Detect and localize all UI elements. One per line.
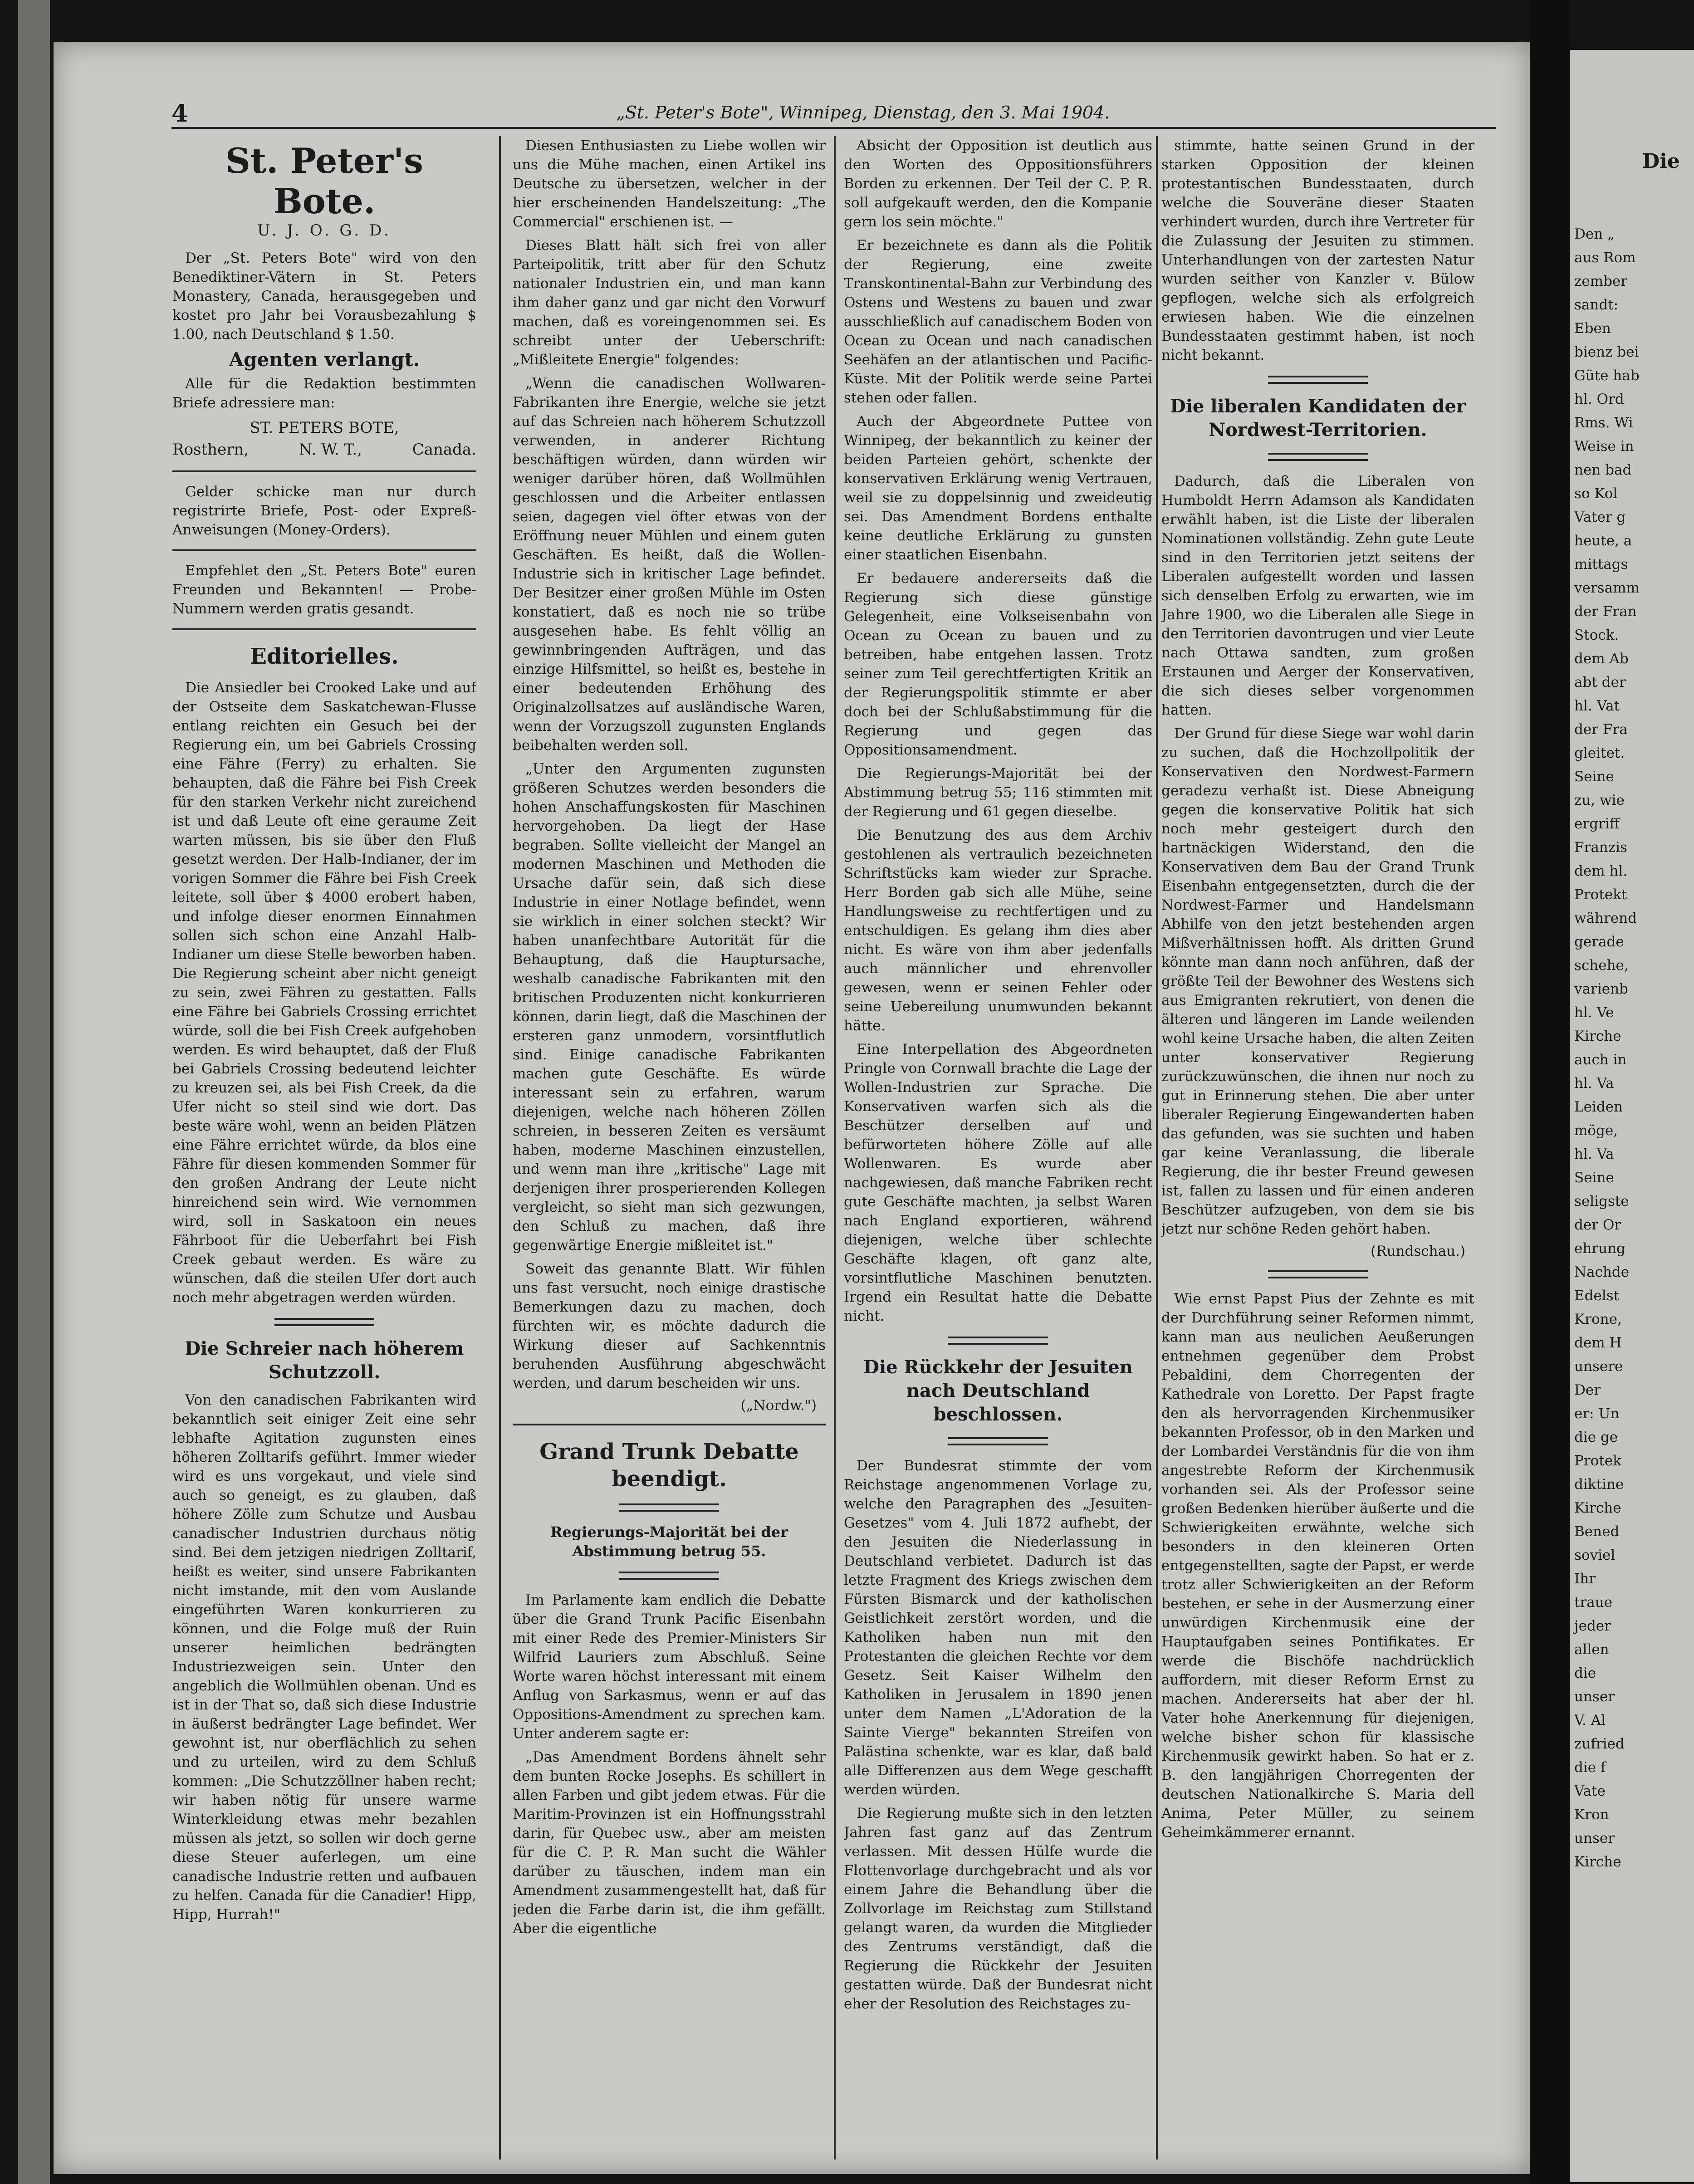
schutzzoll-source: („Nordw.")	[740, 1397, 817, 1414]
next-page-line: Vate	[1574, 1783, 1606, 1799]
next-page-line: der Fran	[1574, 603, 1637, 620]
address-country: Canada.	[412, 441, 476, 459]
next-page-line: heute, a	[1574, 533, 1632, 549]
editorial-text: Die Ansiedler bei Crooked Lake und auf der Ostseite dem Saskatchewan-Flusse entlang reichten ein Gesuch bei der Regierung ein, um bei Gabriels Crossing eine Fähre (Ferry) zu erhalten. Sie behaupten, daß die Fähre bei Fish Creek für den starken Verkehr nicht zureichend ist und daß Leute oft eine geraume Zeit warten müssen, bis sie über den Fluß gesetzt werden. Der Halb-Indianer, der im vorigen Sommer die Fähre bei Fish Creek leitete, soll über $ 4000 erobert haben, und infolge dieser enormen Einnahmen sollen sich schon eine Anzahl Halb-Indianer um diese Stelle beworben haben. Die Regierung scheint aber nicht geneigt zu sein, zwei Fähren zu gestatten. Falls eine Fähre bei Gabriels Crossing errichtet würde, soll die bei Fish Creek aufgehoben werden. Es wird behauptet, daß der Fluß bei Gabriels Crossing bedeutend leichter zu kreuzen sei, als bei Fish Creek, da die Ufer nicht so steil sind wie dort. Das beste wäre wohl, wenn an beiden Plätzen eine Fähre errichtet würde, da blos eine Fähre für diesen kommenden Sommer für den großen Andrang der Leute nicht hinreichend sein wird. Wie vernommen wird, soll in Saskatoon ein neues Fährboot für die Ueberfahrt bei Fish Creek gebaut werden. Es wäre zu wünschen, daß die steilen Ufer dort auch noch mehr abgetragen werden würden.	[172, 680, 476, 1306]
next-page-line: varienb	[1574, 981, 1628, 997]
grand-trunk-text-5: Auch der Abgeordnete Puttee von Winnipeg, der bekanntlich zu keiner der beiden Parteien gehört, schenkte der konservativen Erklärung wenig Vertrauen, weil sie zu doppelsinnig und zweideutig sei. Das Amendment Bordens enthalte keine deutliche Erklärung zu gunsten einer staatlichen Eisenbahn.	[844, 413, 1152, 563]
money-note: Gelder schicke man nur durch registrirte Briefe, Post- oder Expreß-Anweisungen (Money-Orders).	[172, 484, 476, 538]
next-page-line: Den „	[1574, 226, 1615, 242]
column-3	[844, 136, 1152, 2160]
section-divider	[1268, 376, 1368, 384]
recommend-note: Empfehlet den „St. Peters Bote" euren Freunden und Bekannten! — Probe-Nummern werden gratis gesandt.	[172, 563, 476, 617]
next-page-line: gerade	[1574, 934, 1624, 950]
masthead-motto: U. J. O. G. D.	[257, 221, 392, 240]
next-page-line: Kirche	[1574, 1854, 1621, 1870]
schutzzoll-text-6: Soweit das genannte Blatt. Wir fühlen uns fast versucht, noch einige drastische Bemerkungen dazu zu machen, doch fürchten wir, es möchte dadurch die Wirkung dieser auf Sachkenntnis beruhenden Ausführung abgeschwächt werden, und darum bescheiden wir uns.	[513, 1261, 826, 1391]
next-page-line: Franzis	[1574, 839, 1627, 856]
schutzzoll-text-3: Dieses Blatt hält sich frei von aller Parteipolitik, tritt aber für den Schutz nationaler Industrien ein, und man kann ihm daher ganz und gar nicht den Vorwurf machen, daß es voreingenommen sei. Es schreibt unter der Ueberschrift: „Mißleitete Energie" folgendes:	[513, 237, 826, 368]
next-page-line: Protek	[1574, 1453, 1621, 1469]
next-page-line: hl. Ve	[1574, 1004, 1614, 1021]
schutzzoll-text-2: Diesen Enthusiasten zu Liebe wollen wir uns die Mühe machen, einen Artikel ins Deutsche zu übersetzen, welcher in der hier erscheinenden Handelszeitung: „The Commercial" erschienen ist. —	[513, 137, 826, 230]
next-page-line: soviel	[1574, 1547, 1616, 1563]
grand-trunk-text-7: Die Regierungs-Majorität bei der Abstimmung betrug 55; 116 stimmten mit der Regierung und 61 gegen dieselbe.	[844, 765, 1152, 820]
liberale-source: (Rundschau.)	[1371, 1243, 1465, 1259]
schutzzoll-heading: Die Schreier nach höherem Schutzzoll.	[185, 1338, 464, 1383]
next-page-line: traue	[1574, 1594, 1613, 1611]
next-page-line: unser	[1574, 1689, 1615, 1705]
next-page-line: die f	[1574, 1759, 1606, 1776]
section-divider	[619, 1572, 719, 1580]
address-line	[172, 439, 476, 460]
next-page-heading: Die	[1642, 150, 1680, 173]
next-page-line: schehe,	[1574, 957, 1629, 974]
next-page-line: hl. Ord	[1574, 391, 1624, 407]
column-1	[172, 136, 476, 2160]
next-page-line: dem Ab	[1574, 651, 1629, 667]
jesuiten-text-2: Die Regierung mußte sich in den letzten Jahren fast ganz auf das Zentrum verlassen. Mit dessen Hülfe wurde die Flottenvorlage durchgebracht und als vor einem Jahre die Behandlung über die Zollvorlage im Reichstag zum Stillstand gelangt waren, da wurden die Mitglieder des Zentrums verständigt, daß die Regierung die Rückkehr der Jesuiten gestatten würde. Daß der Bundesrat nicht eher der Resolution des Reichstages zu-	[844, 1805, 1152, 2012]
jesuiten-text-1: Der Bundesrat stimmte der vom Reichstage angenommenen Vorlage zu, welche den Paragraphen des „Jesuiten-Gesetzes" vom 4. Juli 1872 aufhebt, der den Jesuiten die Niederlassung in Deutschland verbietet. Dadurch ist das letzte Fragment des Kriegs zwischen dem Fürsten Bismarck und der katholischen Geistlichkeit zerstört worden, und die Katholiken haben nun mit den Protestanten die gleichen Rechte vor dem Gesetz. Seit Kaiser Wilhelm den Katholiken in Jerusalem in 1890 jenen unter dem Namen „L'Adoration de la Sainte Vierge" bekannten Streifen von Palästina schenkte, war es klar, daß bald alle Differenzen aus dem Wege geschafft werden würden.	[844, 1458, 1152, 1798]
next-page-line: während	[1574, 910, 1637, 926]
next-page-line: diktine	[1574, 1476, 1624, 1493]
next-page-line: Bened	[1574, 1523, 1620, 1540]
section-divider	[1268, 1270, 1368, 1278]
grand-trunk-text-3: Absicht der Opposition ist deutlich aus den Worten des Oppositionsführers Borden zu erkennen. Der Teil der C. P. R. soll aufgekauft werden, den die Kompanie gern los sein möchte."	[844, 137, 1152, 230]
grand-trunk-text-1: Im Parlamente kam endlich die Debatte über die Grand Trunk Pacific Eisenbahn mit einer Rede des Premier-Ministers Sir Wilfrid Lauriers zum Abschluß. Seine Worte waren höchst interessant mit einem Anflug von Sarkasmus, wenn er auf das Oppositions-Amendment zu sprechen kam. Unter anderem sagte er:	[513, 1592, 826, 1742]
masthead-intro: Der „St. Peters Bote" wird von den Benediktiner-Vätern in St. Peters Monastery, Canada, herausgegeben und kostet pro Jahr bei Vorausbezahlung $ 1.00, nach Deutschland $ 1.50.	[172, 250, 476, 343]
address-place: Rosthern,	[172, 441, 249, 459]
next-page-line: Der	[1574, 1382, 1601, 1398]
next-page-line: der Fra	[1574, 721, 1628, 738]
next-page-line: Güte hab	[1574, 367, 1640, 384]
grand-trunk-text-2: „Das Amendment Bordens ähnelt sehr dem bunten Rocke Josephs. Es schillert in allen Farben und gibt jedem etwas. Für die Maritim-Provinzen ist ein Hoffnungsstrahl darin, für Quebec usw., aber am meisten für die C. P. R. Man sucht die Wähler darüber zu täuschen, indem man ein Amendment zusammengestellt hat, daß für jeden die Farbe darin ist, die ihm gefällt. Aber die eigentliche	[513, 1749, 826, 1937]
next-page-line: Weise in	[1574, 438, 1634, 455]
column-rule-3	[1156, 136, 1158, 2160]
next-page-fragment	[1570, 50, 1694, 2182]
next-page-line: Rms. Wi	[1574, 415, 1633, 431]
next-page-line: Kron	[1574, 1807, 1609, 1823]
next-page-line: die	[1574, 1665, 1596, 1681]
next-page-line: die ge	[1574, 1429, 1618, 1445]
column-rule-2	[834, 136, 836, 2160]
next-page-line: V. Al	[1574, 1712, 1606, 1729]
liberale-heading: Die liberalen Kandidaten der Nordwest-Territorien.	[1170, 396, 1466, 441]
mail-note: Alle für die Redaktion bestimmten Briefe adressiere man:	[172, 376, 476, 411]
next-page-line: hl. Vat	[1574, 698, 1620, 714]
grand-trunk-heading: Grand Trunk Debatte beendigt.	[539, 1439, 799, 1492]
section-divider	[274, 1318, 374, 1326]
next-page-lines	[1574, 222, 1692, 1874]
divider	[172, 470, 476, 472]
page-gutter	[1530, 0, 1570, 2184]
next-page-line: Ihr	[1574, 1571, 1596, 1587]
next-page-line: dem hl.	[1574, 863, 1628, 879]
agents-wanted: Agenten verlangt.	[229, 348, 420, 371]
next-page-line: jeder	[1574, 1618, 1611, 1634]
next-page-line: möge,	[1574, 1122, 1618, 1139]
schutzzoll-text: Von den canadischen Fabrikanten wird bekanntlich seit einiger Zeit eine sehr lebhafte Agitation zugunsten eines höheren Zolltarifs geführt. Immer wieder wird es uns vorgekaut, und viele sind auch so geneigt, es zu glauben, daß höhere Zölle zum Schutze und Ausbau canadischer Industrien durchaus nötig sind. Bei dem jetzigen niedrigen Zolltarif, heißt es weiter, sind unsere Fabrikanten nicht imstande, mit den vom Auslande eingeführten Waren konkurrieren zu können, und die Folge muß der Ruin unserer heimlichen bedrängten Industriezweigen sein. Unter den angeblich die Wollmühlen obenan. Und es ist in der That so, daß sich diese Industrie in äußerst bedrängter Lage befindet. Wer gewohnt ist, nur oberflächlich zu sehen und zu urteilen, wird zu dem Schluß kommen: „Die Schutzzöllner haben recht; wir haben nötig für unsere warme Winterkleidung etwas mehr bezahlen müssen als jetzt, so sollen wir doch gerne diese Steuer auferlegen, um eine canadische Industrie retten und aufbauen zu helfen. Canada für die Canadier! Hipp, Hipp, Hurrah!"	[172, 1392, 476, 1923]
next-page-line: mittags	[1574, 556, 1628, 573]
next-page-line: Krone,	[1574, 1311, 1622, 1327]
liberale-text-2: Der Grund für diese Siege war wohl darin zu suchen, daß die Hochzollpolitik der Konservativen den Nordwest-Farmern geradezu verhaßt ist. Diese Abneigung gegen die konservative Politik hat sich noch mehr gesteigert durch den hartnäckigen Widerstand, den die Konservativen dem Bau der Grand Trunk Eisenbahn entgegensetzten, durch die der Nordwest-Farmer und Handelsmann Abhilfe von den jetzt bestehenden argen Mißverhältnissen hofft. Als dritten Grund könnte man dann noch anführen, daß der größte Teil der Bewohner des Westens sich aus Emigranten rekrutiert, von denen die älteren und längeren im Lande weilenden wohl keine Ursache haben, die alten Zeiten unter konservativer Regierung zurückzuwünschen, die ihnen nur noch zu gut in Erinnerung stehen. Die aber unter liberaler Regierung Eingewanderten haben das gefunden, was sie suchten und haben gar keine Veranlassung, die liberale Regierung, die ihr bester Freund gewesen ist, fallen zu lassen und für einen anderen Beschützer aufzugeben, von dem sie bis jetzt nur schöne Reden gehört haben.	[1161, 725, 1474, 1237]
editorial-heading: Editorielles.	[250, 644, 399, 669]
page-header	[171, 100, 1496, 129]
next-page-line: unsere	[1574, 1358, 1623, 1375]
next-page-line: abt der	[1574, 674, 1626, 690]
address-name: ST. PETERS BOTE,	[250, 419, 399, 437]
next-page-line: so Kol	[1574, 485, 1618, 502]
grand-trunk-text-9: Eine Interpellation des Abgeordneten Pringle von Cornwall brachte die Lage der Wollen-Industrien zur Sprache. Die Konservativen warfen sich als die Beschützer derselben auf und befürworteten höhere Zölle auf alle Wollenwaren. Es wurde aber nachgewiesen, daß manche Fabriken recht gute Geschäfte machten, ja selbst Waren nach England exportieren, während diejenigen, welche über schlechte Geschäfte klagen, oft ganz alte, vorsintflutliche Maschinen benutzten. Irgend ein Resultat hatte die Debatte nicht.	[844, 1041, 1152, 1324]
header-line: „St. Peter's Bote", Winnipeg, Dienstag, den 3. Mai 1904.	[616, 103, 1110, 122]
next-page-line: zu, wie	[1574, 792, 1625, 808]
liberale-text-1: Dadurch, daß die Liberalen von Humboldt Herrn Adamson als Kandidaten erwählt haben, ist die Liste der liberalen Nominationen vollständig. Zehn gute Leute sind in den Territorien jetzt seitens der Liberalen aufgestellt worden und lassen sich denselben Erfolg zu erwarten, wie im Jahre 1900, wo die Liberalen alle Siege in den Territorien davontrugen und vier Leute nach Ottawa sandten, zum großen Erstaunen und Aerger der Konservativen, die sich dieses selber vorgenommen hatten.	[1161, 473, 1474, 718]
next-page-line: Stock.	[1574, 627, 1619, 643]
section-divider	[1268, 453, 1368, 461]
next-page-line: Kirche	[1574, 1500, 1621, 1516]
next-page-line: ehrung	[1574, 1240, 1625, 1257]
next-page-line: dem H	[1574, 1335, 1622, 1351]
divider	[172, 549, 476, 551]
next-page-line: bienz bei	[1574, 344, 1639, 360]
grand-trunk-text-8: Die Benutzung des aus dem Archiv gestohlenen als vertraulich bezeichneten Schriftstücks kam wieder zur Sprache. Herr Borden gab sich alle Mühe, seine Handlungsweise zu rechtfertigen und zu entschuldigen. Es gelang ihm dies aber nicht. Es wäre von ihm aber jedenfalls auch männlicher und ehrenvoller gewesen, wenn er seinen Fehler oder seine Uebereilung unumwunden bekannt hätte.	[844, 827, 1152, 1034]
next-page-line: Seine	[1574, 1170, 1614, 1186]
schutzzoll-text-4: „Wenn die canadischen Wollwaren-Fabrikanten ihre Energie, welche sie jetzt auf das Schreien nach höherem Schutzzoll verwenden, in anderer Richtung beschäftigen würden, dann würden wir weniger darüber hören, daß Wollmühlen geschlossen und die Arbeiter entlassen seien, dagegen viel öfter etwas von der Eröffnung neuer Mühlen und einem guten Geschäften. Es heißt, daß die Wollen-Industrie sich in kritischer Lage befindet. Der Besitzer einer großen Mühle im Osten konstatiert, daß es noch nie so trübe ausgesehen habe. Es fehlt völlig an gewinnbringenden Aufträgen, und das einzige Hilfsmittel, so heißt es, bestehe in einer bedeutenden Erhöhung des Originalzollsatzes auf ausländische Waren, wenn der Vorzugszoll zugunsten Englands beibehalten werden soll.	[513, 375, 826, 754]
next-page-line: aus Rom	[1574, 250, 1636, 266]
next-page-line: ergriff	[1574, 816, 1620, 832]
next-page-line: Nachde	[1574, 1264, 1630, 1280]
column-2	[513, 136, 826, 2160]
section-divider	[948, 1437, 1048, 1445]
next-page-line: zember	[1574, 273, 1628, 289]
masthead-title: St. Peter's Bote.	[225, 141, 423, 221]
divider	[172, 628, 476, 630]
next-page-line: Seine	[1574, 769, 1614, 785]
binding-edge	[18, 0, 50, 2184]
divider	[513, 1424, 826, 1425]
column-4	[1161, 136, 1474, 2160]
next-page-line: sandt:	[1574, 297, 1619, 313]
next-page-line: zufried	[1574, 1736, 1625, 1752]
next-page-line: Vater g	[1574, 509, 1626, 525]
next-page-line: nen bad	[1574, 462, 1632, 478]
page-number: 4	[171, 100, 188, 127]
next-page-line: hl. Va	[1574, 1075, 1614, 1092]
next-page-line: Leiden	[1574, 1099, 1623, 1115]
schutzzoll-text-5: „Unter den Argumenten zugunsten größeren Schutzes werden besonders die hohen Anschaffungskosten für Maschinen hervorgehoben. Da liegt der Hase begraben. Sollte vielleicht der Mangel an modernen Maschinen und Methoden die Ursache dafür sein, daß sich diese Industrie in einer Notlage befindet, wenn sie wirklich in einer solchen steckt? Wir haben unanfechtbare Autorität für die Behauptung, daß die Hauptursache, weshalb canadische Fabrikanten mit den britischen Produzenten nicht konkurrieren können, darin liegt, daß die Maschinen der ersteren ganz unmodern, vorsintflutlich sind. Einige canadische Fabrikanten machen gute Geschäfte. Es würde interessant sein zu erfahren, warum diejenigen, welche nach höheren Zöllen schreien, in besseren Zeiten es versäumt haben, moderne Maschinen einzustellen, und wenn man ihre „kritische" Lage mit derjenigen ihrer prosperierenden Kollegen vergleicht, so sieht man sich gezwungen, den Schluß zu machen, daß ihre gegenwärtige Energie mißleitet ist."	[513, 761, 826, 1254]
next-page-line: allen	[1574, 1641, 1609, 1658]
next-page-line: Edelst	[1574, 1288, 1620, 1304]
jesuiten-text-3: stimmte, hatte seinen Grund in der starken Opposition der kleinen protestantischen Bundesstaaten, durch welche die Souveräne dieser Staaten verhindert wurden, durch ihre Vertreter für die Zulassung der Jesuiten zu stimmen. Unterhandlungen von der zartesten Natur wurden seither von Kanzler v. Bülow gepflogen, welche sich als erfolgreich erwiesen haben. Wie die einzelnen Bundesstaaten gestimmt haben, ist noch nicht bekannt.	[1161, 137, 1474, 363]
next-page-line: Protekt	[1574, 886, 1627, 903]
address-region: N. W. T.,	[299, 441, 362, 459]
next-page-line: Eben	[1574, 320, 1611, 337]
next-page-line: seligste	[1574, 1193, 1629, 1210]
next-page-line: Kirche	[1574, 1028, 1621, 1044]
grand-trunk-text-4: Er bezeichnete es dann als die Politik der Regierung, eine zweite Transkontinental-Bahn zur Verbindung des Ostens und Westens zu bauen und zwar ausschließlich auf canadischem Boden von Ocean zu Ocean und nach canadischen Seehäfen an der atlantischen und Pacific-Küste. Mit der Politik werde seine Partei stehen oder fallen.	[844, 237, 1152, 406]
grand-trunk-subheading: Regierungs-Majorität bei der Abstimmung betrug 55.	[550, 1523, 788, 1560]
next-page-line: der Or	[1574, 1217, 1621, 1233]
section-divider	[619, 1503, 719, 1512]
section-divider	[948, 1337, 1048, 1345]
next-page-line: versamm	[1574, 580, 1640, 596]
next-page-line: unser	[1574, 1830, 1615, 1846]
grand-trunk-text-6: Er bedauere andererseits daß die Regierung sich diese günstige Gelegenheit, eine Volkseisenbahn von Ocean zu Ocean zu bauen und zu betreiben, habe entgehen lassen. Trotz seiner zum Teil gerechtfertigten Kritik an der Regierungspolitik stimmte er aber doch bei der Schlußabstimmung für die Regierung und gegen das Oppositionsamendment.	[844, 570, 1152, 758]
next-page-line: gleitet.	[1574, 745, 1625, 761]
papst-text: Wie ernst Papst Pius der Zehnte es mit der Durchführung seiner Reformen nimmt, kann man aus neulichen Aeußerungen entnehmen gegenüber dem Probst Pebaldini, dem Chorregenten der Kathedrale von Loretto. Der Papst fragte den als hervorragenden Kirchenmusiker bekannten Professor, ob in den Marken und der Lombardei Verständnis für die von ihm angestrebte Reform der Kirchenmusik vorhanden sei. Als der Professor seine großen Bedenken hierüber äußerte und die Schwierigkeiten erwähnte, welche sich besonders in den kleineren Orten entgegenstellten, sagte der Papst, er werde trotz aller Schwierigkeiten an der Reform bestehen, er sehe in der Ausmerzung einer unwürdigen Kirchenmusik eine der Hauptaufgaben seines Pontifikates. Er werde die Bischöfe nachdrücklich auffordern, mit dieser Reform Ernst zu machen. Andererseits hat aber der hl. Vater hohe Anerkennung für diejenigen, welche bisher schon für klassische Kirchenmusik gewirkt haben. So hat er z. B. den langjährigen Chorregenten der deutschen Nationalkirche S. Maria dell Anima, Peter Müller, zu seinem Geheimkämmerer ernannt.	[1161, 1291, 1474, 1841]
next-page-line: auch in	[1574, 1052, 1627, 1068]
next-page-line: hl. Va	[1574, 1146, 1614, 1162]
column-rule-1	[499, 136, 501, 2160]
jesuiten-heading: Die Rückkehr der Jesuiten nach Deutschland beschlossen.	[863, 1356, 1133, 1425]
next-page-line: er: Un	[1574, 1405, 1620, 1422]
